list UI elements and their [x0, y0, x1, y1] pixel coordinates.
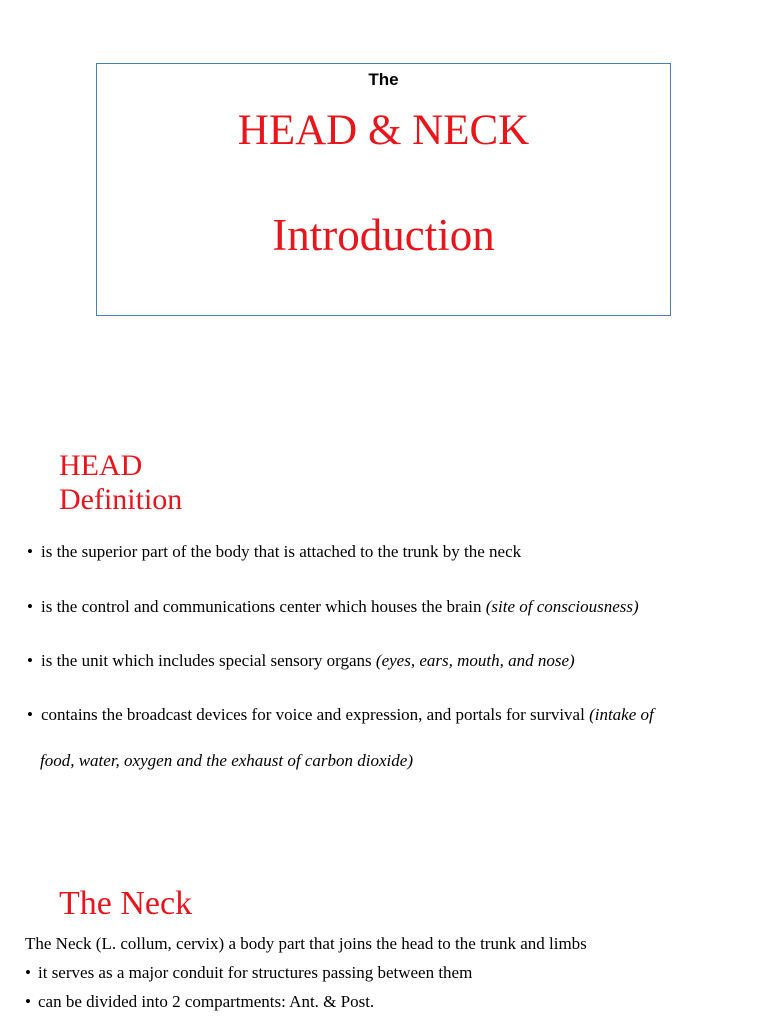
bullet-italic: (site of consciousness): [485, 597, 639, 616]
head-bullet-1: [27, 541, 521, 563]
head-bullet-4-continuation: [40, 750, 413, 772]
head-bullet-2: [27, 596, 639, 618]
bullet-text: is the superior part of the body that is attached to the trunk by the neck: [41, 542, 522, 561]
bullet-italic: (intake of: [589, 705, 654, 724]
bullet-dot: •: [27, 705, 33, 724]
bullet-text: contains the broadcast devices for voice and expression, and portals for survival: [41, 705, 590, 724]
bullet-dot: •: [27, 651, 33, 670]
bullet-text: can be divided into 2 compartments: Ant. & Post.: [38, 992, 375, 1011]
title-main: HEAD & NECK: [237, 107, 530, 154]
head-bullet-4: [27, 704, 654, 726]
head-heading: HEAD: [59, 449, 143, 482]
head-bullet-3: [27, 650, 575, 672]
neck-bullet-1: [25, 962, 472, 984]
bullet-text: is the control and communications center which houses the brain: [41, 597, 486, 616]
bullet-italic: (eyes, ears, mouth, and nose): [375, 651, 575, 670]
title-subtitle: Introduction: [272, 210, 495, 260]
bullet-dot: •: [27, 542, 33, 561]
neck-heading: The Neck: [59, 885, 193, 922]
bullet-dot: •: [25, 963, 31, 982]
neck-bullet-2: [25, 991, 374, 1013]
bullet-dot: •: [27, 597, 33, 616]
bullet-text: is the unit which includes special sensory organs: [41, 651, 376, 670]
bullet-text: it serves as a major conduit for structures passing between them: [38, 963, 473, 982]
title-slide: [96, 63, 671, 316]
title-the: The: [368, 70, 399, 89]
definition-heading: Definition: [59, 483, 183, 516]
bullet-dot: •: [25, 992, 31, 1011]
bullet-italic-continuation: food, water, oxygen and the exhaust of carbon dioxide): [40, 751, 413, 770]
neck-intro: The Neck (L. collum, cervix) a body part that joins the head to the trunk and limbs: [25, 934, 587, 953]
